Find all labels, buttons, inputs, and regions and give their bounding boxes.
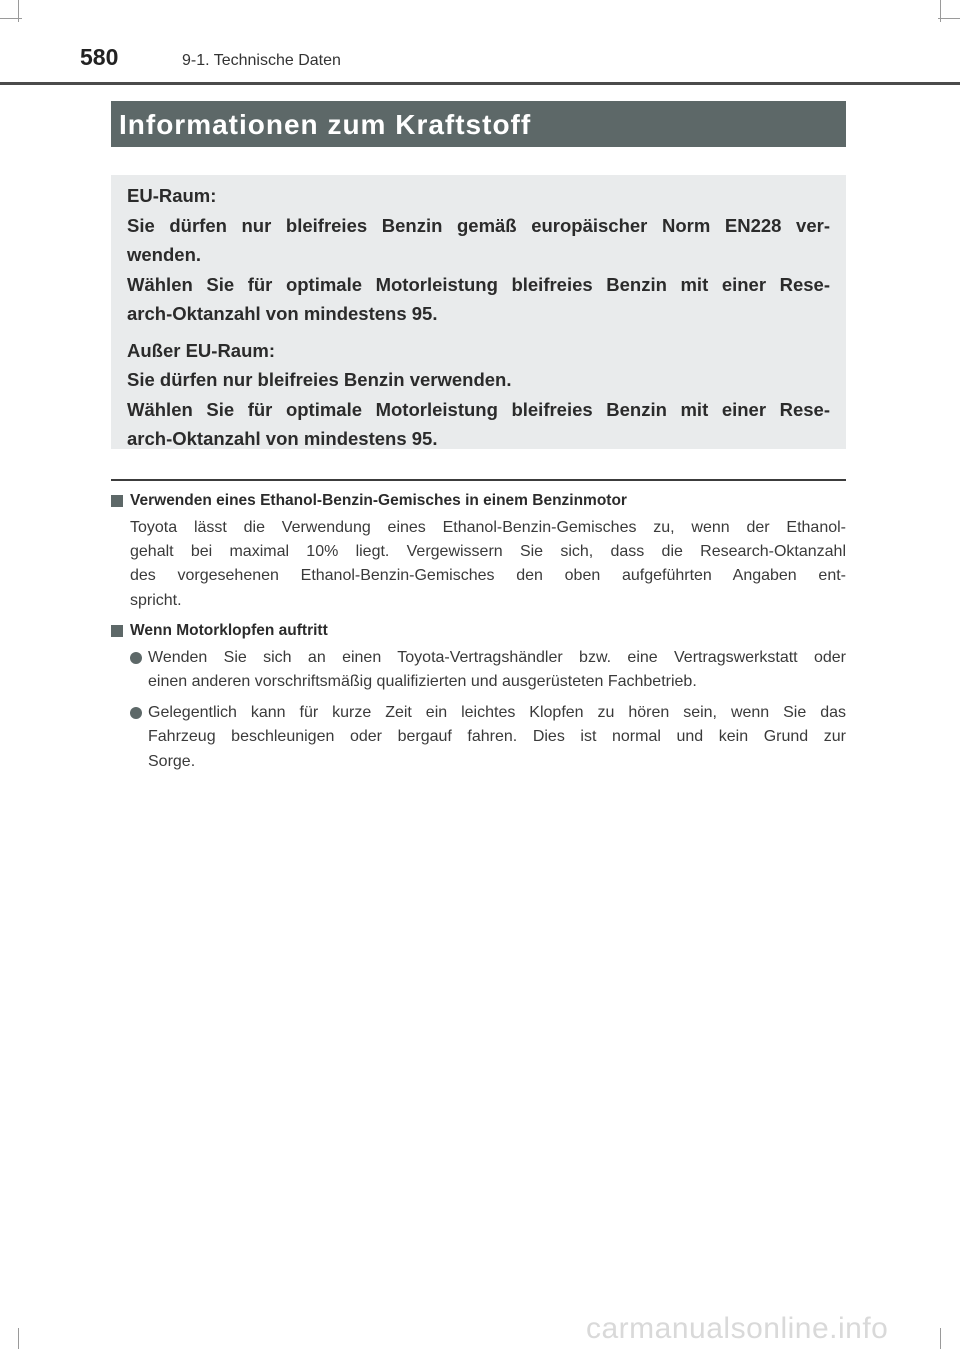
crop-mark xyxy=(18,1328,19,1349)
eu-text-line: Wählen Sie für optimale Motorleistung bleifreies Benzin mit einer Rese- xyxy=(127,273,830,295)
list-item-line: Gelegentlich kann für kurze Zeit ein leichtes Klopfen zu hören sein, wenn Sie das xyxy=(148,704,846,722)
knocking-heading xyxy=(111,620,846,642)
list-item-line: Fahrzeug beschleunigen oder bergauf fahren. Dies ist normal und kein Grund zur xyxy=(148,728,846,746)
ethanol-text-line: spricht. xyxy=(130,591,182,609)
non-eu-heading: Außer EU-Raum: xyxy=(127,339,276,361)
eu-text-line: arch-Oktanzahl von mindestens 95. xyxy=(127,303,438,324)
round-bullet-icon xyxy=(130,652,142,664)
header-rule xyxy=(0,82,960,85)
crop-mark xyxy=(940,1328,941,1349)
non-eu-text-line: Wählen Sie für optimale Motorleistung bleifreies Benzin mit einer Rese- xyxy=(127,398,830,420)
list-item-line: Sorge. xyxy=(148,752,196,770)
list-item xyxy=(130,646,846,694)
ethanol-text-line: des vorgesehenen Ethanol-Benzin-Gemisches den oben aufgeführten Angaben ent- xyxy=(130,567,846,585)
round-bullet-icon xyxy=(130,707,142,719)
watermark: carmanualsonline.info xyxy=(586,1312,889,1345)
list-item-line: Wenden Sie sich an einen Toyota-Vertragshändler bzw. eine Vertragswerkstatt oder xyxy=(148,648,846,666)
crop-mark xyxy=(0,18,22,19)
eu-text-line: wenden. xyxy=(127,244,202,265)
content-body xyxy=(111,490,846,774)
square-bullet-icon xyxy=(111,625,123,637)
list-item-line: einen anderen vorschriftsmäßig qualifizierten und ausgerüsteten Fachbetrieb. xyxy=(148,673,697,691)
non-eu-text-line: Sie dürfen nur bleifreies Benzin verwenden. xyxy=(127,369,512,390)
knocking-heading-text: Wenn Motorklopfen auftritt xyxy=(130,621,328,639)
non-eu-text-line: arch-Oktanzahl von mindestens 95. xyxy=(127,428,438,449)
ethanol-paragraph xyxy=(130,516,846,613)
eu-heading: EU-Raum: xyxy=(127,185,217,206)
section-divider xyxy=(111,479,846,481)
ethanol-text-line: gehalt bei maximal 10% liegt. Vergewissern Sie sich, dass die Research-Oktanzahl xyxy=(130,543,846,561)
list-item xyxy=(130,701,846,774)
section-title: Informationen zum Kraftstoff xyxy=(111,101,846,147)
ethanol-text-line: Toyota lässt die Verwendung eines Ethanol-Benzin-Gemisches zu, wenn der Ethanol- xyxy=(130,519,846,536)
page-number: 580 xyxy=(80,44,119,70)
crop-mark xyxy=(938,18,960,19)
square-bullet-icon xyxy=(111,495,123,507)
ethanol-heading xyxy=(111,490,846,512)
eu-text-line: Sie dürfen nur bleifreies Benzin gemäß europäischer Norm EN228 ver- xyxy=(127,214,830,236)
chapter-title: 9-1. Technische Daten xyxy=(182,52,341,69)
fuel-info-box xyxy=(111,175,846,449)
ethanol-heading-text: Verwenden eines Ethanol-Benzin-Gemisches in einem Benzinmotor xyxy=(130,492,627,509)
